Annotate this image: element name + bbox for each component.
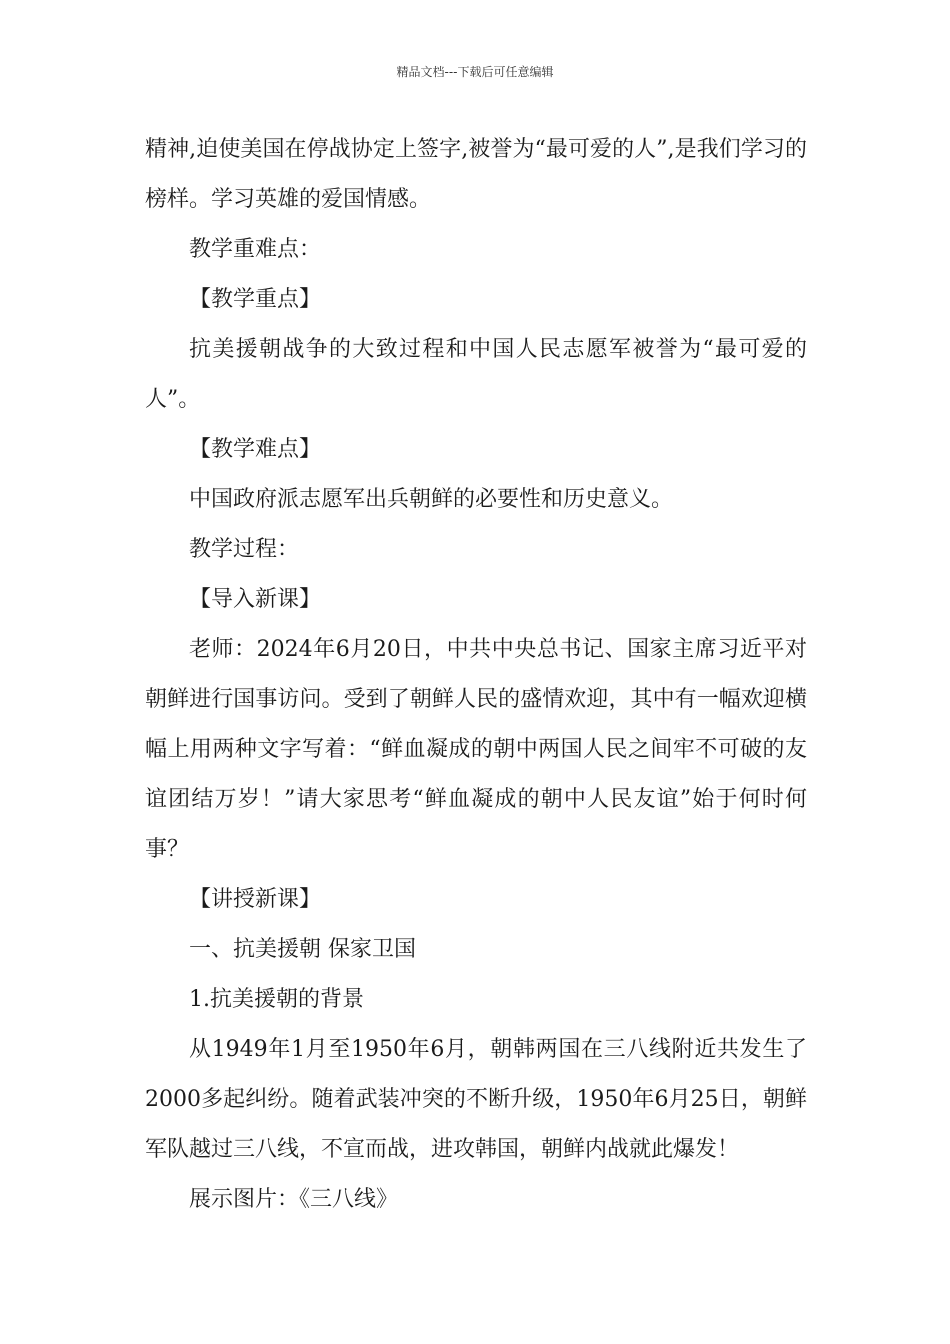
- subheading-difficulty: 【教学难点】: [189, 437, 322, 462]
- section-heading-key-points: 教学重难点：: [189, 237, 322, 262]
- section-heading-process: 教学过程：: [189, 537, 300, 562]
- subheading-focus: 【教学重点】: [189, 287, 322, 312]
- subheading-new-lesson: 【讲授新课】: [189, 887, 322, 912]
- section-heading-part-one: 一、抗美援朝 保家卫国: [189, 937, 416, 962]
- page-header: 精品文档---下载后可任意编辑: [396, 65, 554, 79]
- subheading-introduction: 【导入新课】: [189, 587, 322, 612]
- subsection-heading-background: 1.抗美援朝的背景: [189, 987, 364, 1012]
- paragraph-teacher-intro: 老师：2024年6月20日，中共中央总书记、国家主席习近平对朝鲜进行国事访问。受到了朝鲜人民的盛情欢迎，其中有一幅欢迎横幅上用两种文字写着：“鲜血凝成的朝中两国人民之间牢不可破的友谊团结万岁！”请大家思考“鲜血凝成的朝中人民友谊”始于何时何事？: [145, 637, 807, 862]
- document-body: [145, 125, 807, 1225]
- paragraph-show-picture: 展示图片：《三八线》: [189, 1187, 399, 1212]
- paragraph-difficulty: 中国政府派志愿军出兵朝鲜的必要性和历史意义。: [189, 487, 674, 512]
- paragraph-background: 从1949年1月至1950年6月，朝韩两国在三八线附近共发生了2000多起纠纷。随着武装冲突的不断升级，1950年6月25日，朝鲜军队越过三八线，不宣而战，进攻韩国，朝鲜内战就此爆发！: [145, 1037, 807, 1162]
- paragraph-continuation: 精神,迫使美国在停战协定上签字,被誉为“最可爱的人”,是我们学习的榜样。学习英雄的爱国情感。: [145, 137, 807, 212]
- paragraph-focus: 抗美援朝战争的大致过程和中国人民志愿军被誉为“最可爱的人”。: [145, 337, 807, 412]
